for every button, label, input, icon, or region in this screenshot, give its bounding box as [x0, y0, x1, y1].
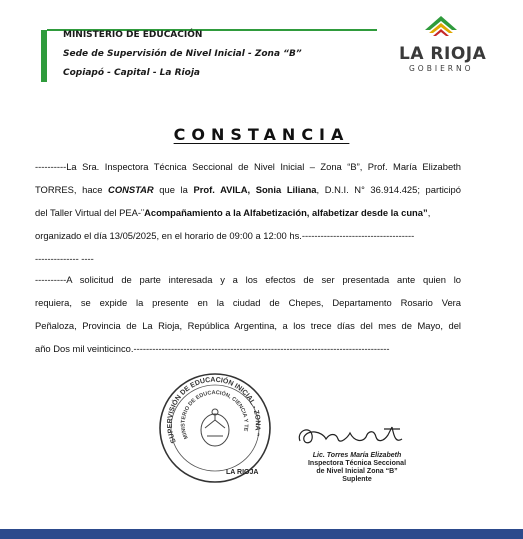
teacher-name: Prof. AVILA, Sonia Liliana: [193, 184, 317, 195]
green-accent-bar: [41, 30, 47, 82]
svg-text:SUPERVISIÓN DE EDUCACIÓN INICI: SUPERVISIÓN DE EDUCACIÓN INICIAL - ZONA ": [166, 376, 261, 445]
logo-name: LA RIOJA: [399, 44, 487, 64]
p2-line-3: Peñaloza, Provincia de La Rioja, República Argentina, a los trece días del mes de Mayo, del: [35, 320, 461, 331]
signature-block: [298, 452, 416, 484]
signatory-status: Suplente: [342, 476, 372, 483]
la-rioja-logo: [397, 12, 487, 73]
signatory-level: de Nivel Inicial Zona “B”: [316, 468, 398, 475]
p1-line-4: organizado el día 13/05/2025, en el horario de 09:00 a 12:00 hs.------------------------------------: [35, 230, 415, 241]
signature-scribble-icon: [292, 415, 422, 455]
document-title-text: CONSTANCIA: [173, 125, 350, 144]
la-rioja-emblem-icon: [419, 12, 463, 44]
p1-line-2: TORRES, hace CONSTAR que la Prof. AVILA, Sonia Liliana, D.N.I. N° 36.914.425; participó: [35, 184, 461, 195]
paragraph-issuance: [35, 268, 461, 360]
constar-word: CONSTAR: [108, 184, 154, 195]
p2-line-1: ----------A solicitud de parte interesada y a los efectos de ser presentada ante quien lo: [35, 274, 461, 285]
office-name: Sede de Supervisión de Nivel Inicial - Zona “B”: [63, 49, 302, 59]
logo-subtitle: GOBIERNO: [409, 64, 474, 73]
seal-city: LA RIOJA: [226, 469, 259, 476]
workshop-title: ¨Acompañamiento a la Alfabetización, alfabetizar desde la cuna”: [140, 207, 428, 218]
official-seal-stamp-icon: [158, 372, 272, 484]
signatory-role: Inspectora Técnica Seccional: [307, 460, 407, 467]
signatory-name: Lic. Torres María Elizabeth: [312, 452, 402, 459]
p1-line-5: -------------- ----: [35, 253, 94, 264]
office-location: Copiapó - Capital - La Rioja: [63, 68, 200, 78]
document-title: [0, 125, 523, 144]
footer-band: [0, 529, 523, 539]
p1-line-1: ----------La Sra. Inspectora Técnica Seccional de Nivel Inicial – Zona “B”, Prof. María Elizabeth: [35, 161, 461, 172]
svg-text:MINISTERIO DE EDUCACIÓN, CIENC: MINISTERIO DE EDUCACIÓN, CIENCIA Y TE: [180, 390, 249, 440]
p2-line-4: año Dos mil veinticinco.----------------------------------------------------------------------------------: [35, 343, 390, 354]
paragraph-certification: [35, 155, 461, 270]
ministry-name: MINISTERIO DE EDUCACIÓN: [63, 30, 203, 40]
p1-line-3: del Taller Virtual del PEA-¨Acompañamiento a la Alfabetización, alfabetizar desde la cuna”,: [35, 207, 431, 218]
official-seal: [158, 372, 272, 484]
p2-line-2: requiera, se expide la presente en la ciudad de Chepes, Departamento Rosario Vera: [35, 297, 461, 308]
